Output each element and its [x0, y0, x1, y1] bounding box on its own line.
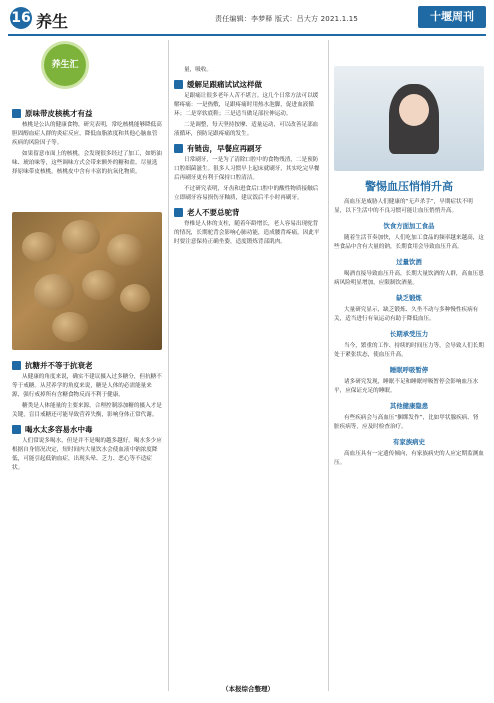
column-divider — [168, 40, 169, 691]
paragraph: 如果留意市面上的核桃，会发现很多经过了加工，如奶油味、琥珀味等，这些调味方式会带来额外的糖和盐。尽量选择原味带皮核桃，核桃皮中含有丰富的抗氧化物质。 — [12, 151, 162, 175]
heading-marker-icon — [174, 80, 183, 89]
header-rule — [8, 34, 486, 36]
heading-marker-icon — [12, 425, 21, 434]
subheading: 缺乏锻炼 — [396, 294, 422, 302]
paragraph: 诸多研究发现，睡眠不足和睡眠呼吸暂停会影响血压水平，应保证充足的睡眠。 — [334, 379, 479, 394]
page-number: 16 — [10, 7, 32, 29]
column-badge: 养生汇 — [44, 44, 86, 86]
subheading: 过量饮酒 — [396, 258, 422, 266]
paragraph: 糖类是人体能量的主要来源，合理控制添加糖的摄入才是关键，盲目戒糖还可能导致营养失衡，影响身体正常代谢。 — [12, 403, 162, 418]
feature-title: 警惕血压悄悄升高 — [365, 180, 453, 193]
subheading: 饮食方面加工食品 — [383, 222, 435, 230]
heading-marker-icon — [12, 109, 21, 118]
heading-marker-icon — [12, 361, 21, 370]
article-heading: 有链齿，早餐应再刷牙 — [174, 144, 322, 153]
walnut-photo — [12, 212, 162, 350]
paragraph: 日常刷牙，一是为了清除口腔中的食物残渣，二是预防口腔细菌滋生。很多人习惯早上起床就刷牙，其实吃完早餐后再刷牙更有利于保持口腔清洁。 — [174, 157, 320, 181]
subheading: 长期承受压力 — [389, 330, 429, 338]
section-title: 养生 — [36, 12, 69, 31]
article-heading: 缓解足跟痛试试这样做 — [174, 80, 322, 89]
article-heading: 原味带皮核桃才有益 — [12, 109, 162, 118]
paragraph: 量，吸收。 — [184, 67, 212, 73]
masthead: 十堰周刊 — [418, 6, 486, 28]
article-heading: 喝水太多容易水中毒 — [12, 425, 162, 434]
paragraph: 有些疾病会与高血压“捆绑发作”，比如甲状腺疾病、肾脏疾病等，应及时检查治疗。 — [334, 415, 479, 430]
column-1 — [12, 104, 162, 179]
source-credit: （本报综合整理） — [222, 685, 274, 693]
heading-marker-icon — [174, 144, 183, 153]
subheading: 有家族病史 — [393, 438, 425, 446]
paragraph: 不过研究表明，牙齿和进食后口腔中的酸性物质接触后立即刷牙容易损伤牙釉质，建议饭后半小时再刷牙。 — [174, 186, 319, 201]
paragraph: 喝酒直接导致血压升高，长期大量饮酒的人群，高血压患病风险明显增加，应限制饮酒量。 — [334, 271, 484, 286]
paragraph: 从健康的角度来说，确实不建议摄入过多糖分，但抗糖不等于戒糖。从营养学的角度来说，糖是人体的必需能量来源，强行戒掉所有含糖食物反而不利于健康。 — [12, 374, 162, 398]
paragraph: 核桃是公认的健康食物，研究表明，常吃核桃能够降低高胆固醇血症人群的炎症反应，降低血脂浓度和其他心脑血管疾病的风险因子等。 — [12, 122, 162, 146]
column-2 — [174, 66, 322, 249]
paragraph: 当今，繁重的工作、持续的时间压力等，会导致人们长期处于紧张状态，使血压升高。 — [334, 343, 484, 358]
column-1-lower — [12, 356, 162, 475]
paragraph: 人们常说多喝水，但是并不是喝的越多越好。喝水多少应根据自身情况决定，短时间内大量饮水会使血液中钠浓度降低，可能引起低钠血症，出现头晕、乏力、恶心等不适症状。 — [12, 438, 162, 471]
paragraph: 高血压具有一定遗传倾向，有家族病史的人应定期监测血压。 — [334, 451, 484, 466]
paragraph: 高血压是威胁人们健康的“无声杀手”，早期症状不明显，以下生活中的不良习惯可能让血压悄悄升高。 — [334, 199, 473, 214]
page-header — [0, 0, 494, 36]
column-divider — [328, 40, 329, 691]
paragraph: 随着生活节奏加快，人们吃加工食品的频率越来越高，这些食品中含有大量的钠，长期食用会导致血压升高。 — [334, 235, 484, 250]
editor-meta: 责任编辑：李梦释 版式：吕大方 2021.1.15 — [215, 15, 359, 23]
subheading: 睡眠呼吸暂停 — [389, 366, 429, 374]
article-heading: 抗糖并不等于抗衰老 — [12, 361, 162, 370]
column-3 — [334, 198, 484, 470]
paragraph: 二是调整，每天坚持按摩、适量运动，可以改善足部血液循环，预防足跟疼痛的发生。 — [174, 122, 319, 137]
paragraph: 大量研究显示，缺乏锻炼、久坐不动与多种慢性疾病有关，适当进行有氧运动有助于降低血压。 — [334, 307, 479, 322]
woman-photo — [334, 66, 484, 171]
subheading: 其他健康隐患 — [389, 402, 429, 410]
heading-marker-icon — [174, 208, 183, 217]
paragraph: 足跟痛让很多老年人苦不堪言。这几个日常方法可以缓解疼痛：一是热敷，足跟疼痛时用热水泡脚，促进血液循环；二是穿软底鞋；三是适当做足部拉伸运动。 — [174, 93, 319, 117]
article-heading: 老人不要总驼背 — [174, 208, 322, 217]
paragraph: 脊椎是人体的支柱，随着年龄增长，老人容易出现驼背的情况，长期驼背会影响心肺功能，造成腰背疼痛，因此平时要注意保持正确坐姿，适度锻炼背部肌肉。 — [174, 221, 320, 245]
